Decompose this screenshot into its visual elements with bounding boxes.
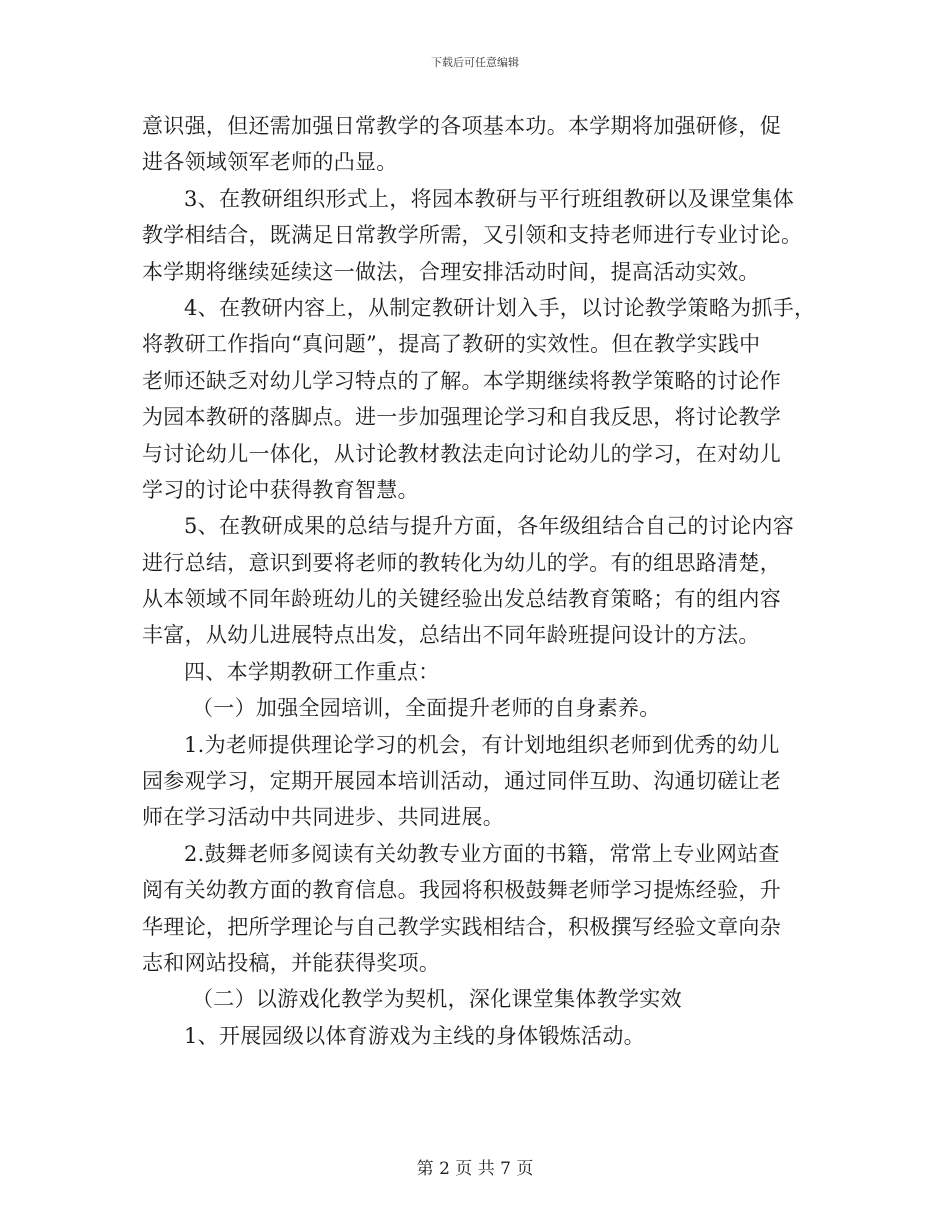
- text-line: 意识强，但还需加强日常教学的各项基本功。本学期将加强研修，促: [142, 114, 781, 138]
- text-line: 将教研工作指向“真问题”，提高了教研的实效性。但在教学实践中: [142, 332, 761, 357]
- paragraph-line: 2.鼓舞老师多阅读有关幼教专业方面的书籍，常常上专业网站查: [184, 841, 780, 866]
- page-number: 第 2 页 共 7 页: [416, 1159, 534, 1179]
- paragraph-line: 1.为老师提供理论学习的机会，有计划地组织老师到优秀的幼儿: [184, 732, 780, 757]
- text-line: 从本领域不同年龄班幼儿的关键经验出发总结教育策略；有的组内容: [142, 587, 781, 612]
- text-line: 进行总结，意识到要将老师的教转化为幼儿的学。有的组思路清楚，: [142, 550, 781, 575]
- text-line: 学习的讨论中获得教育智慧。: [142, 477, 419, 502]
- text-line: 教学相结合，既满足日常教学所需，又引领和支持老师进行专业讨论。: [142, 223, 803, 248]
- text-line: 师在学习活动中共同进步、共同进展。: [142, 805, 505, 830]
- text-line: 丰富，从幼儿进展特点出发，总结出不同年龄班提问设计的方法。: [142, 623, 760, 648]
- document-body: [142, 108, 822, 1054]
- subsection-heading: （二）以游戏化教学为契机，深化课堂集体教学实效: [192, 987, 682, 1012]
- paragraph-line: 1、开展园级以体育游戏为主线的身体锻炼活动。: [184, 1023, 645, 1048]
- text-line: 为园本教研的落脚点。进一步加强理论学习和自我反思，将讨论教学: [142, 405, 781, 430]
- paragraph-line: 3、在教研组织形式上，将园本教研与平行班组教研以及课堂集体: [184, 186, 795, 211]
- text-line: 阅有关幼教方面的教育信息。我园将积极鼓舞老师学习提炼经验，升: [142, 878, 781, 903]
- text-line: 本学期将继续延续这一做法，合理安排活动时间，提高活动实效。: [142, 259, 760, 284]
- paragraph-line: 5、在教研成果的总结与提升方面，各年级组结合自己的讨论内容: [184, 514, 795, 539]
- text-line: 园参观学习，定期开展园本培训活动，通过同伴互助、沟通切磋让老: [142, 769, 781, 794]
- text-line: 志和网站投稿，并能获得奖项。: [142, 950, 441, 975]
- subsection-heading: （一）加强全园培训，全面提升老师的自身素养。: [192, 696, 661, 721]
- text-line: 与讨论幼儿一体化，从讨论教材教法走向讨论幼儿的学习，在对幼儿: [142, 441, 781, 466]
- page-header: 下载后可任意编辑: [431, 56, 519, 69]
- text-line: 老师还缺乏对幼儿学习特点的了解。本学期继续将教学策略的讨论作: [142, 368, 781, 393]
- section-heading: 四、本学期教研工作重点：: [184, 659, 440, 684]
- paragraph-line: 4、在教研内容上，从制定教研计划入手，以讨论教学策略为抓手，: [184, 295, 816, 320]
- text-line: 华理论，把所学理论与自己教学实践相结合，积极撰写经验文章向杂: [142, 914, 781, 939]
- text-line: 进各领域领军老师的凸显。: [142, 150, 398, 175]
